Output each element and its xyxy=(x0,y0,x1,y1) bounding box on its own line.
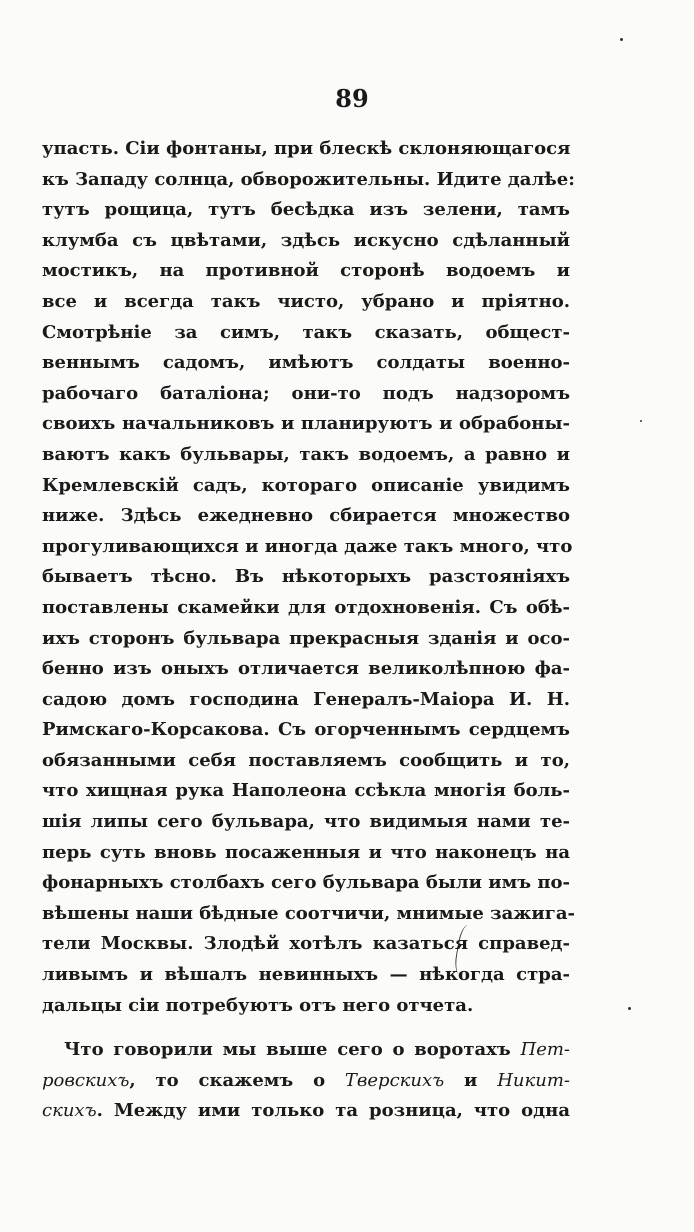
italic-run: Никит- xyxy=(497,1069,570,1091)
text-line: обязанными себя поставляемъ сообщить и то, xyxy=(42,749,570,771)
text-line: перь суть вновь посаженныя и что наконецъ на xyxy=(42,841,570,863)
italic-run: Пет- xyxy=(520,1039,570,1061)
text-line: Смотрѣніе за симъ, такъ сказать, общест- xyxy=(42,321,570,343)
text-line: своихъ начальниковъ и планируютъ и обрабоны- xyxy=(42,413,570,435)
text-line: что хищная рука Наполеона ссѣкла многія боль- xyxy=(42,780,570,802)
text-line: вѣшены наши бѣдные соотчичи, мнимые зажига- xyxy=(42,902,575,924)
text-line: тутъ рощица, тутъ бесѣдка изъ зелени, тамъ xyxy=(42,199,570,221)
text-line: дальцы сіи потребуютъ отъ него отчета. xyxy=(42,994,474,1016)
ink-speck xyxy=(628,1007,631,1010)
text-line: ниже. Здѣсь ежедневно сбирается множество xyxy=(42,505,570,527)
page-number: 89 xyxy=(335,84,369,113)
text-line: Кремлевскій садъ, котораго описаніе увидимъ xyxy=(42,474,570,496)
italic-run: скихъ xyxy=(42,1100,97,1122)
text-line: поставлены скамейки для отдохновенія. Съ обѣ- xyxy=(42,596,570,618)
text-line: мостикъ, на противной сторонѣ водоемъ и xyxy=(42,260,570,282)
text-line: упасть. Сіи фонтаны, при блескѣ склоняющагося xyxy=(42,138,571,159)
text-run: . Между ими только та розница, что одна xyxy=(96,1100,570,1122)
italic-run: Тверскихъ xyxy=(344,1069,445,1091)
text-line xyxy=(42,1066,570,1097)
ink-speck xyxy=(640,420,642,422)
text-line: все и всегда такъ чисто, убрано и пріятно. xyxy=(42,290,570,312)
paragraph-2 xyxy=(42,1035,570,1127)
text-line: бенно изъ оныхъ отличается великолѣпною фа- xyxy=(42,658,570,680)
text-line: Римскаго-Корсакова. Съ огорченнымъ сердцемъ xyxy=(42,719,570,741)
text-line xyxy=(42,1096,570,1127)
text-line: ихъ сторонъ бульвара прекрасныя зданія и осо- xyxy=(42,627,570,649)
text-line: рабочаго баталіона; они-то подъ надзоромъ xyxy=(42,382,570,404)
text-line: веннымъ садомъ, имѣютъ солдаты военно- xyxy=(42,352,570,374)
text-run: Что говорили мы выше сего о воротахъ xyxy=(64,1039,521,1061)
text-line: фонарныхъ столбахъ сего бульвара были имъ по- xyxy=(42,872,570,894)
text-line: прогуливающихся и иногда даже такъ много, что xyxy=(42,535,573,557)
text-run: , то скажемъ о xyxy=(129,1069,345,1091)
text-line: ваютъ какъ бульвары, такъ водоемъ, а равно и xyxy=(42,443,570,465)
text-line: къ Западу солнца, обворожительны. Идите далѣе: xyxy=(42,168,575,190)
italic-run: ровскихъ xyxy=(42,1069,130,1091)
text-line: тели Москвы. Злодѣй хотѣлъ казаться справед- xyxy=(42,933,570,955)
text-line: клумба съ цвѣтами, здѣсь искусно сдѣланный xyxy=(42,229,570,251)
text-line: садою домъ господина Генералъ-Маіора И. Н. xyxy=(42,688,570,710)
body-text xyxy=(42,134,575,1127)
text-line: ливымъ и вѣшалъ невинныхъ — нѣкогда стра- xyxy=(42,964,570,986)
text-line xyxy=(42,1035,570,1066)
text-run: и xyxy=(444,1069,498,1091)
text-line: шія липы сего бульвара, что видимыя нами те- xyxy=(42,811,570,833)
ink-speck xyxy=(620,38,623,41)
text-line: бываетъ тѣсно. Въ нѣкоторыхъ разстояніяхъ xyxy=(42,566,570,588)
